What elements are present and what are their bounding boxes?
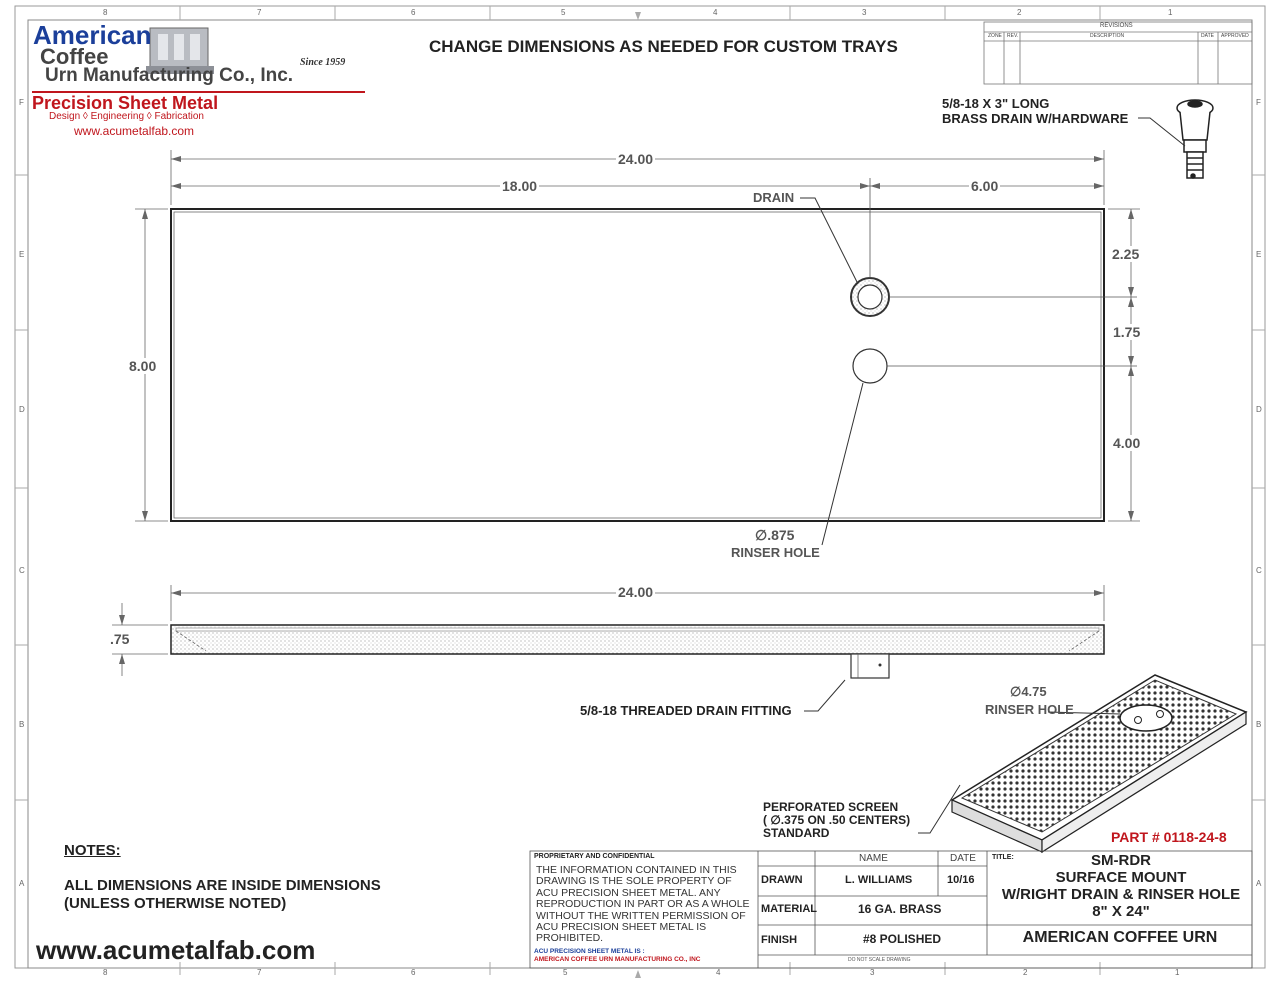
revisions-table bbox=[984, 22, 1252, 84]
name-header: NAME bbox=[859, 853, 888, 864]
rinser-diameter-callout: ∅.875 bbox=[755, 527, 795, 543]
zone-left-f: F bbox=[19, 98, 24, 107]
revisions-title: REVISIONS bbox=[1100, 23, 1133, 29]
notes-heading: NOTES: bbox=[64, 842, 121, 859]
dim-overall-length: 24.00 bbox=[618, 151, 654, 167]
rev-col-approved: APPROVED bbox=[1221, 33, 1249, 39]
zone-top-7: 7 bbox=[257, 8, 262, 17]
drawn-name: L. WILLIAMS bbox=[845, 874, 913, 886]
iso-rinser-hole bbox=[1120, 705, 1172, 731]
material-value: 16 GA. BRASS bbox=[858, 902, 942, 916]
logo-url[interactable]: www.acumetalfab.com bbox=[74, 124, 195, 138]
logo-line2-text: Coffee bbox=[40, 44, 109, 69]
zone-bottom-5: 5 bbox=[563, 968, 568, 977]
dim-rinser-from-bottom: 4.00 bbox=[1113, 435, 1141, 451]
brass-drain-callout bbox=[942, 96, 1128, 126]
zone-left-e: E bbox=[19, 250, 25, 259]
rev-col-description: DESCRIPTION bbox=[1090, 33, 1125, 39]
title-line4: 8" X 24" bbox=[1092, 903, 1150, 920]
logo-division: Precision Sheet Metal bbox=[32, 93, 219, 113]
top-view bbox=[171, 178, 1137, 545]
zone-right-a: A bbox=[1256, 879, 1262, 888]
brass-drain-callout-line2: BRASS DRAIN W/HARDWARE bbox=[942, 111, 1129, 126]
dim-width: 8.00 bbox=[129, 358, 157, 374]
tray-outline-top bbox=[171, 209, 1104, 521]
finish-value: #8 POLISHED bbox=[863, 932, 942, 946]
logo-line3: Urn Manufacturing Co., Inc. bbox=[45, 65, 294, 86]
zone-bottom-4: 4 bbox=[716, 968, 721, 977]
zone-bottom-6: 6 bbox=[411, 968, 416, 977]
dim-side-height: .75 bbox=[110, 631, 130, 647]
zone-top-2: 2 bbox=[1017, 8, 1022, 17]
rev-col-rev: REV. bbox=[1007, 33, 1019, 39]
proprietary-text: THE INFORMATION CONTAINED IN THIS DRAWING IS THE SOLE PROPERTY OF ACU PRECISION SHEET METAL. ANY REPRODUCTION IN PART OR AS A WHOLE WITHOUT THE WRITTEN PERMISSION OF ACU PRECISION SHEET METAL IS PROHIBITED. bbox=[536, 864, 750, 945]
title-line3: W/RIGHT DRAIN & RINSER HOLE bbox=[1001, 886, 1241, 903]
screen-callout-line2: ( ∅.375 ON .50 CENTERS) bbox=[763, 813, 911, 827]
zone-bottom-3: 3 bbox=[870, 968, 875, 977]
zone-top-5: 5 bbox=[561, 8, 566, 17]
footer-url[interactable]: www.acumetalfab.com bbox=[36, 935, 316, 965]
rinser-hole bbox=[853, 349, 887, 383]
zone-top-6: 6 bbox=[411, 8, 416, 17]
zone-bottom-1: 1 bbox=[1175, 968, 1180, 977]
zone-bottom-8: 8 bbox=[103, 968, 108, 977]
part-number: PART # 0118-24-8 bbox=[1111, 829, 1227, 845]
dim-side-length: 24.00 bbox=[618, 584, 654, 600]
zone-left-c: C bbox=[19, 566, 25, 575]
zone-left-d: D bbox=[19, 405, 25, 414]
title-line2: SURFACE MOUNT bbox=[1055, 869, 1187, 886]
dim-drain-to-rinser: 1.75 bbox=[1113, 324, 1141, 340]
isometric-view bbox=[918, 675, 1246, 852]
dim-drain-from-top: 2.25 bbox=[1112, 246, 1140, 262]
date-header: DATE bbox=[950, 853, 976, 864]
iso-rinser-diameter-callout: ∅4.75 bbox=[1010, 684, 1047, 699]
brass-drain-leader bbox=[1138, 118, 1185, 146]
title-company: AMERICAN COFFEE URN bbox=[1022, 929, 1218, 946]
brass-drain-callout-line1: 5/8-18 X 3" LONG bbox=[942, 96, 1050, 111]
zone-left-a: A bbox=[19, 879, 25, 888]
perforated-screen-callout bbox=[763, 801, 910, 840]
zone-right-f: F bbox=[1256, 98, 1261, 107]
zone-bottom-2: 2 bbox=[1023, 968, 1028, 977]
brass-drain-picture bbox=[1177, 100, 1213, 178]
zone-bottom-7: 7 bbox=[257, 968, 262, 977]
drawn-date: 10/16 bbox=[947, 874, 975, 886]
rinser-hole-callout: RINSER HOLE bbox=[731, 545, 820, 560]
page-header: CHANGE DIMENSIONS AS NEEDED FOR CUSTOM TRAYS bbox=[429, 37, 898, 56]
dim-drain-from-left: 18.00 bbox=[502, 178, 538, 194]
notes-line1: ALL DIMENSIONS ARE INSIDE DIMENSIONS bbox=[64, 877, 381, 894]
zone-top-1: 1 bbox=[1168, 8, 1173, 17]
rev-col-zone: ZONE bbox=[988, 33, 1002, 39]
drawing-title bbox=[990, 852, 1252, 920]
zone-top-8: 8 bbox=[103, 8, 108, 17]
zone-right-e: E bbox=[1256, 250, 1262, 259]
dim-drain-from-right: 6.00 bbox=[971, 178, 999, 194]
proprietary-heading: PROPRIETARY AND CONFIDENTIAL bbox=[534, 853, 655, 860]
drawn-label: DRAWN bbox=[761, 874, 803, 886]
side-view bbox=[171, 625, 1104, 711]
title-label: TITLE: bbox=[992, 854, 1014, 861]
title-line1: SM-RDR bbox=[1091, 852, 1151, 869]
division-line: ACU PRECISION SHEET METAL IS : bbox=[534, 948, 645, 955]
zone-right-d: D bbox=[1256, 405, 1262, 414]
iso-rinser-hole-callout: RINSER HOLE bbox=[985, 702, 1074, 717]
logo-line1-text: American bbox=[33, 20, 152, 50]
drain-callout: DRAIN bbox=[753, 190, 795, 205]
zone-left-b: B bbox=[19, 720, 25, 729]
material-label: MATERIAL bbox=[761, 903, 818, 915]
zone-top-3: 3 bbox=[862, 8, 867, 17]
logo-since: Since 1959 bbox=[300, 57, 346, 68]
notes-line2: (UNLESS OTHERWISE NOTED) bbox=[64, 895, 287, 912]
do-not-scale: DO NOT SCALE DRAWING bbox=[848, 957, 911, 963]
threaded-fitting-callout: 5/8-18 THREADED DRAIN FITTING bbox=[580, 703, 792, 718]
zone-right-c: C bbox=[1256, 566, 1262, 575]
company-line: AMERICAN COFFEE URN MANUFACTURING CO., INC bbox=[534, 956, 701, 963]
screen-callout-line3: STANDARD bbox=[763, 826, 830, 840]
finish-label: FINISH bbox=[761, 934, 798, 946]
zone-top-4: 4 bbox=[713, 8, 718, 17]
rev-col-date: DATE bbox=[1201, 33, 1214, 39]
screen-callout-line1: PERFORATED SCREEN bbox=[763, 800, 899, 814]
logo-services: Design ◊ Engineering ◊ Fabrication bbox=[49, 111, 204, 122]
drain-fitting-side bbox=[851, 654, 889, 678]
zone-right-b: B bbox=[1256, 720, 1262, 729]
